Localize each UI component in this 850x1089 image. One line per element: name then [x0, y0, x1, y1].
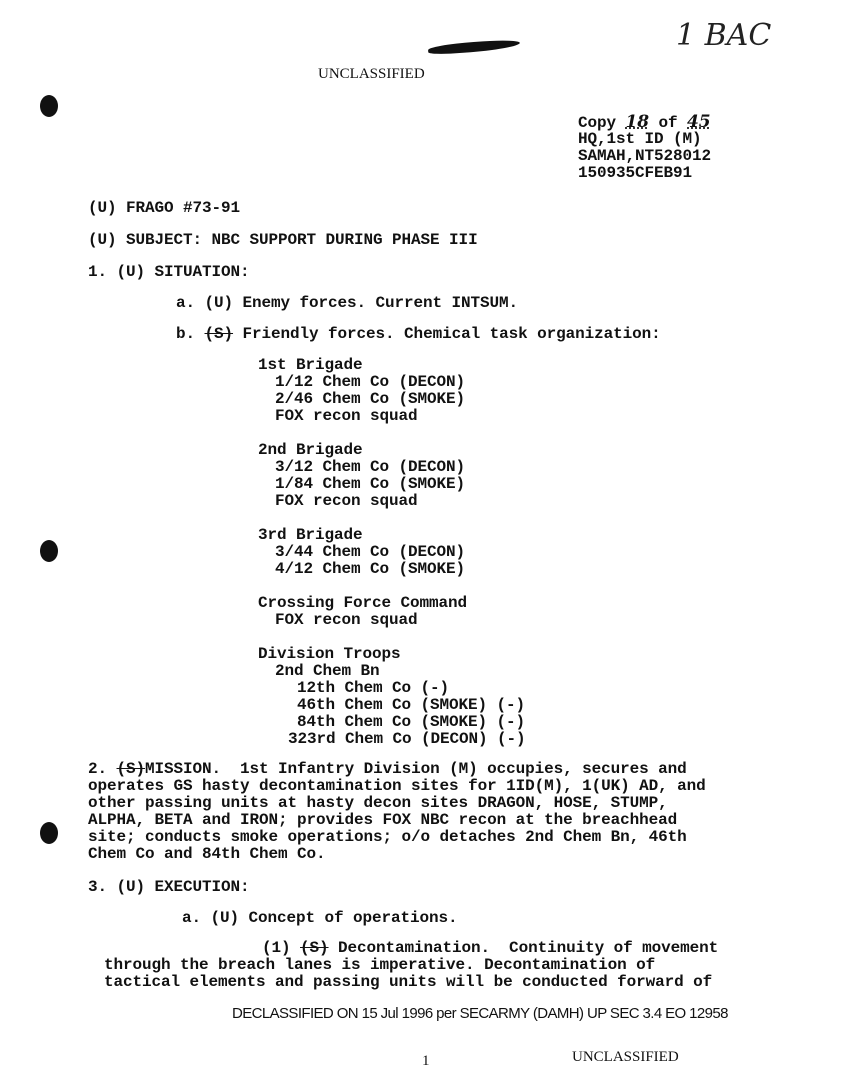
redaction-mark: [428, 39, 520, 55]
hq: HQ,1st ID (M): [578, 130, 702, 148]
mission-line: site; conducts smoke operations; o/o detaches 2nd Chem Bn, 46th: [88, 828, 687, 846]
enemy-forces: a. (U) Enemy forces. Current INTSUM.: [176, 294, 519, 312]
org-line: 1/84 Chem Co (SMOKE): [275, 475, 466, 493]
friendly-forces: [176, 326, 661, 342]
org-line: 1st Brigade: [258, 356, 363, 374]
subject: (U) SUBJECT: NBC SUPPORT DURING PHASE III: [88, 231, 478, 249]
org-line: 1/12 Chem Co (DECON): [275, 373, 466, 391]
text: 2.: [88, 760, 117, 778]
concept-of-operations: a. (U) Concept of operations.: [182, 909, 458, 927]
org-line: Division Troops: [258, 645, 401, 663]
text: (1): [262, 939, 301, 957]
struck-classification: (S): [116, 760, 146, 778]
org-line: 2/46 Chem Co (SMOKE): [275, 390, 466, 408]
copy-number: 18: [625, 112, 649, 132]
org-line: Crossing Force Command: [258, 594, 468, 612]
mission-line: other passing units at hasty decon sites DRAGON, HOSE, STUMP,: [88, 794, 668, 812]
mission-first-line: [88, 761, 687, 777]
org-line: 84th Chem Co (SMOKE) (-): [297, 713, 526, 731]
struck-classification: (S): [300, 939, 329, 957]
classification-top: UNCLASSIFIED: [318, 66, 425, 82]
org-line: FOX recon squad: [275, 492, 418, 510]
org-line: 46th Chem Co (SMOKE) (-): [297, 696, 526, 714]
org-line: 2nd Brigade: [258, 441, 363, 459]
text: b.: [176, 325, 205, 343]
mission-line: ALPHA, BETA and IRON; provides FOX NBC recon at the breachhead: [88, 811, 678, 829]
org-line: FOX recon squad: [275, 611, 418, 629]
handwritten-mark: 1 BAC: [676, 18, 772, 53]
text: Friendly forces. Chemical task organization:: [233, 325, 661, 343]
punch-hole: [40, 540, 58, 562]
mission-line: operates GS hasty decontamination sites for 1ID(M), 1(UK) AD, and: [88, 777, 706, 795]
org-line: 2nd Chem Bn: [275, 662, 380, 680]
decon-first-line: [262, 940, 718, 956]
copy-line: [578, 114, 711, 131]
struck-classification: (S): [204, 325, 234, 343]
org-line: 323rd Chem Co (DECON) (-): [288, 730, 526, 748]
punch-hole: [40, 822, 58, 844]
copy-of: of: [658, 114, 678, 132]
punch-hole: [40, 95, 58, 117]
decon-line: through the breach lanes is imperative. Decontamination of: [104, 956, 656, 974]
situation-heading: 1. (U) SITUATION:: [88, 263, 250, 281]
org-line: 3/12 Chem Co (DECON): [275, 458, 466, 476]
dtg: 150935CFEB91: [578, 164, 693, 182]
org-line: 4/12 Chem Co (SMOKE): [275, 560, 466, 578]
execution-heading: 3. (U) EXECUTION:: [88, 878, 250, 896]
location: SAMAH,NT528012: [578, 147, 712, 165]
frago: (U) FRAGO #73-91: [88, 199, 241, 217]
mission-line: Chem Co and 84th Chem Co.: [88, 845, 326, 863]
classification-bottom: UNCLASSIFIED: [572, 1049, 679, 1065]
copy-label: Copy: [578, 114, 617, 132]
text: Decontamination. Continuity of movement: [328, 939, 719, 957]
org-line: FOX recon squad: [275, 407, 418, 425]
decon-line: tactical elements and passing units will be conducted forward of: [104, 973, 713, 991]
org-line: 3rd Brigade: [258, 526, 363, 544]
org-line: 3/44 Chem Co (DECON): [275, 543, 466, 561]
page-number: 1: [422, 1053, 430, 1069]
declassification-stamp: DECLASSIFIED ON 15 Jul 1996 per SECARMY (DAMH) UP SEC 3.4 EO 12958: [232, 1005, 728, 1022]
copy-total: 45: [687, 112, 711, 132]
text: MISSION. 1st Infantry Division (M) occupies, secures and: [145, 760, 687, 778]
org-line: 12th Chem Co (-): [297, 679, 450, 697]
